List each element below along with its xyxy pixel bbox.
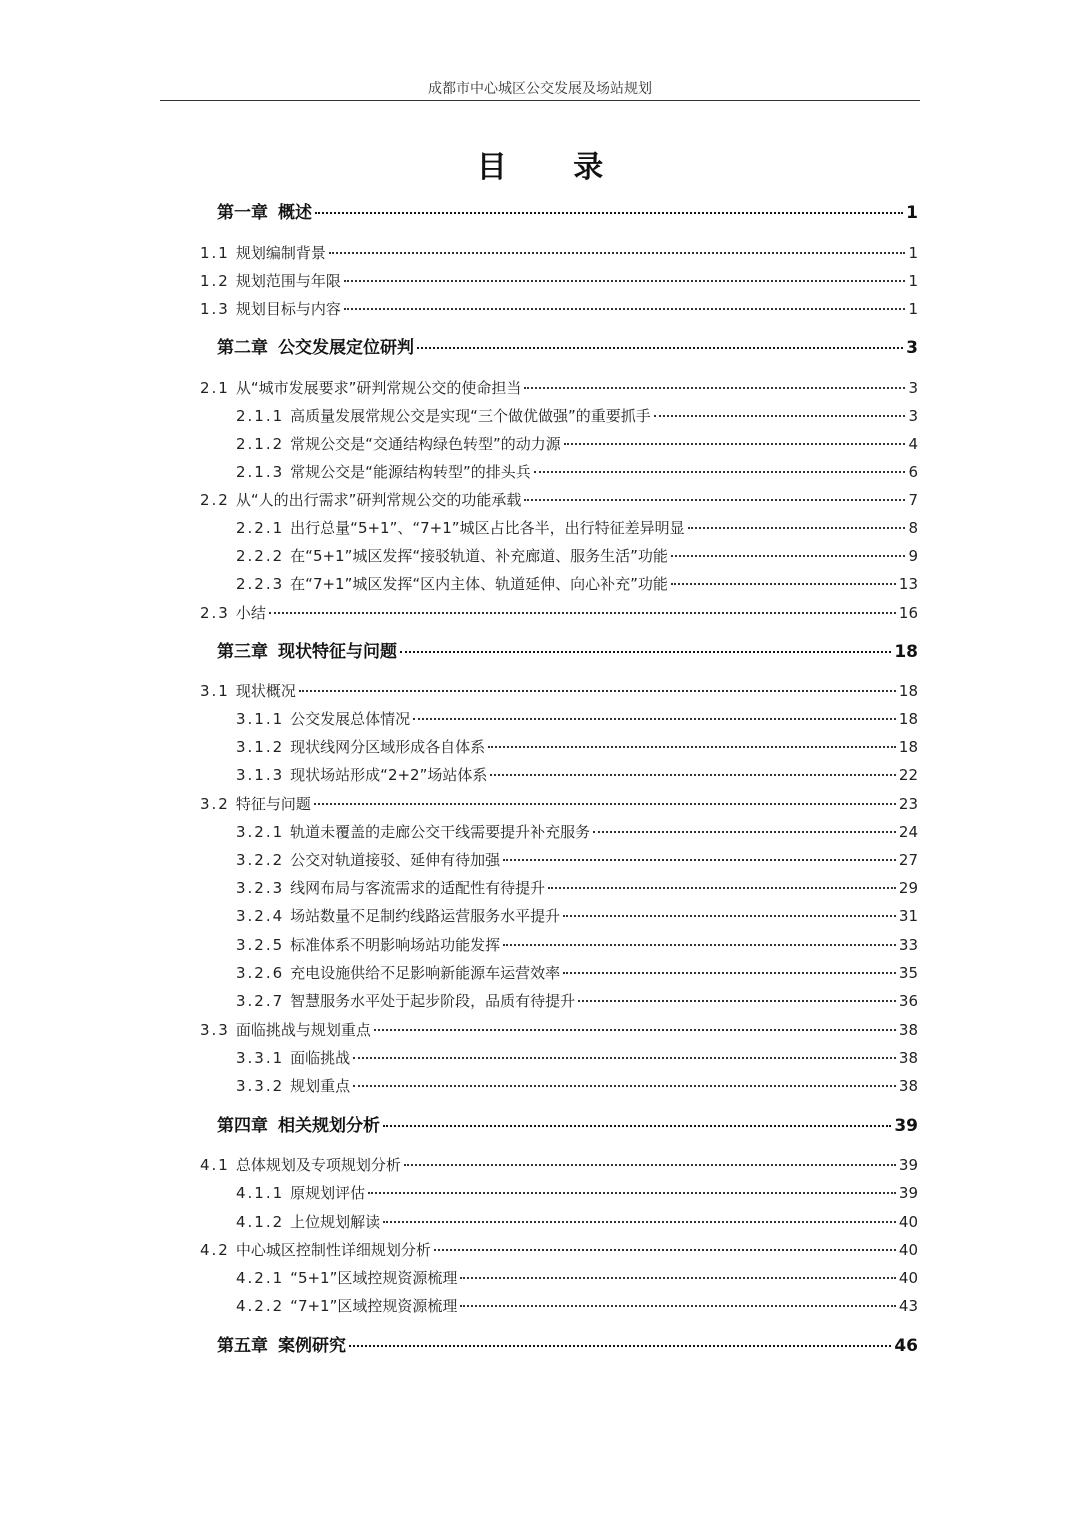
toc-number: 4.2.1 (236, 1269, 285, 1287)
dot-leader (593, 831, 896, 833)
toc-text: 智慧服务水平处于起步阶段，品质有待提升 (290, 992, 576, 1010)
toc-section-4-1-2[interactable] (236, 1211, 918, 1233)
dot-leader (578, 1000, 896, 1002)
toc-number: 4.1 (200, 1156, 230, 1174)
toc-section-1-2[interactable] (200, 270, 918, 292)
toc-section-3-2-3[interactable] (236, 877, 918, 899)
dot-leader (563, 972, 896, 974)
toc-text: 总体规划及专项规划分析 (235, 1156, 401, 1174)
toc-number: 3.2.4 (236, 907, 285, 925)
toc-text: “7+1”区域控规资源梳理 (290, 1297, 458, 1315)
toc-number: 3.2.2 (236, 851, 285, 869)
toc-chapter-2[interactable] (217, 337, 918, 359)
toc-text: 原规划评估 (290, 1184, 366, 1202)
dot-leader (564, 443, 906, 445)
toc-section-3-2-4[interactable] (236, 905, 918, 927)
toc-number: 3.2.3 (236, 879, 285, 897)
toc-page-number: 29 (898, 879, 918, 897)
toc-text: 现状特征与问题 (278, 642, 397, 662)
toc-page-number: 38 (898, 1077, 918, 1095)
toc-page-number: 18 (898, 738, 918, 756)
toc-number: 3.3.1 (236, 1049, 285, 1067)
toc-section-3-2-1[interactable] (236, 821, 918, 843)
toc-chapter-5[interactable] (217, 1335, 918, 1357)
dot-leader (374, 1029, 896, 1031)
toc-page-number: 1 (906, 203, 918, 223)
toc-page-number: 8 (908, 519, 918, 537)
toc-text: 在“7+1”城区发挥“区内主体、轨道延伸、向心补充”功能 (290, 575, 668, 593)
toc-number: 2.3 (200, 604, 230, 622)
toc-text: 高质量发展常规公交是实现“三个做优做强”的重要抓手 (290, 407, 651, 425)
toc-number: 第一章 (217, 203, 268, 223)
toc-page-number: 27 (898, 851, 918, 869)
toc-number: 2.2.1 (236, 519, 285, 537)
toc-section-1-1[interactable] (200, 242, 918, 264)
toc-text: 现状线网分区域形成各自体系 (290, 738, 486, 756)
toc-page-number: 18 (894, 642, 918, 662)
dot-leader (299, 690, 896, 692)
toc-number: 2.1.2 (236, 435, 285, 453)
toc-page-number: 38 (898, 1021, 918, 1039)
toc-number: 3.3.2 (236, 1077, 285, 1095)
toc-section-2-1-2[interactable] (236, 433, 918, 455)
toc-page-number: 38 (898, 1049, 918, 1067)
toc-text: 面临挑战 (290, 1049, 351, 1067)
toc-page-number: 23 (898, 795, 918, 813)
toc-section-4-1[interactable] (200, 1154, 918, 1176)
toc-page-number: 9 (908, 547, 918, 565)
toc-section-2-1-1[interactable] (236, 405, 918, 427)
dot-leader (349, 1345, 891, 1347)
toc-page-number: 16 (898, 604, 918, 622)
toc-page-number: 35 (898, 964, 918, 982)
dot-leader (404, 1164, 896, 1166)
dot-leader (460, 1277, 896, 1279)
toc-text: 现状场站形成“2+2”场站体系 (290, 766, 488, 784)
toc-text: 标准体系不明影响场站功能发挥 (290, 936, 501, 954)
toc-section-3-2-5[interactable] (236, 934, 918, 956)
toc-text: 上位规划解读 (290, 1213, 381, 1231)
toc-page-number: 13 (898, 575, 918, 593)
toc-page-number: 39 (894, 1116, 918, 1136)
toc-text: 常规公交是“交通结构绿色转型”的动力源 (290, 435, 561, 453)
dot-leader (490, 774, 896, 776)
toc-page-number: 24 (898, 823, 918, 841)
dot-leader (368, 1192, 896, 1194)
toc-number: 3.1 (200, 682, 230, 700)
toc-number: 3.2.1 (236, 823, 285, 841)
toc-section-2-2-3[interactable] (236, 573, 918, 595)
dot-leader (503, 944, 896, 946)
toc-page-number: 18 (898, 682, 918, 700)
toc-number: 2.2.2 (236, 547, 285, 565)
toc-section-1-3[interactable] (200, 298, 918, 320)
toc-number: 2.1.3 (236, 463, 285, 481)
toc-number: 1.2 (200, 272, 230, 290)
toc-text: 规划重点 (290, 1077, 351, 1095)
dot-leader (671, 555, 906, 557)
dot-leader (488, 746, 896, 748)
dot-leader (329, 252, 906, 254)
toc-section-2-1-3[interactable] (236, 461, 918, 483)
toc-number: 3.2.6 (236, 964, 285, 982)
toc-number: 3.2 (200, 795, 230, 813)
toc-text: 中心城区控制性详细规划分析 (235, 1241, 431, 1259)
toc-page-number: 39 (898, 1156, 918, 1174)
toc-page-number: 1 (908, 300, 918, 318)
toc-number: 2.1 (200, 379, 230, 397)
toc-number: 3.1.1 (236, 710, 285, 728)
toc-number: 4.1.2 (236, 1213, 285, 1231)
dot-leader (315, 212, 903, 214)
toc-page-number: 40 (898, 1213, 918, 1231)
toc-text: 在“5+1”城区发挥“接驳轨道、补充廊道、服务生活”功能 (290, 547, 668, 565)
toc-chapter-1[interactable] (217, 202, 918, 224)
toc-page-number: 4 (908, 435, 918, 453)
toc-text: 常规公交是“能源结构转型”的排头兵 (290, 463, 531, 481)
toc-number: 第四章 (217, 1116, 268, 1136)
toc-section-3-3-1[interactable] (236, 1047, 918, 1069)
dot-leader (671, 583, 896, 585)
toc-section-3-2-2[interactable] (236, 849, 918, 871)
toc-number: 1.1 (200, 244, 230, 262)
toc-text: 出行总量“5+1”、“7+1”城区占比各半，出行特征差异明显 (290, 519, 685, 537)
dot-leader (563, 915, 896, 917)
toc-section-3-1-2[interactable] (236, 736, 918, 758)
dot-leader (548, 887, 896, 889)
toc-page-number: 40 (898, 1269, 918, 1287)
toc-section-2-2-1[interactable] (236, 517, 918, 539)
toc-chapter-4[interactable] (217, 1115, 918, 1137)
toc-text: 场站数量不足制约线路运营服务水平提升 (290, 907, 561, 925)
toc-page-number: 22 (898, 766, 918, 784)
toc-number: 2.1.1 (236, 407, 285, 425)
toc-text: 规划范围与年限 (235, 272, 341, 290)
dot-leader (434, 1249, 896, 1251)
toc-text: 从“城市发展要求”研判常规公交的使命担当 (235, 379, 522, 397)
toc-section-3-3-2[interactable] (236, 1075, 918, 1097)
dot-leader (400, 651, 891, 653)
toc-text: 公交对轨道接驳、延伸有待加强 (290, 851, 501, 869)
dot-leader (383, 1221, 896, 1223)
toc-page-number: 18 (898, 710, 918, 728)
toc-page-number: 3 (906, 338, 918, 358)
toc-section-3-1-3[interactable] (236, 764, 918, 786)
toc-section-4-1-1[interactable] (236, 1182, 918, 1204)
toc-section-2-2-2[interactable] (236, 545, 918, 567)
toc-section-3-2-7[interactable] (236, 990, 918, 1012)
toc-text: 现状概况 (235, 682, 296, 700)
toc-page-number: 33 (898, 936, 918, 954)
dot-leader (654, 415, 906, 417)
dot-leader (417, 347, 903, 349)
dot-leader (503, 859, 896, 861)
toc-text: 公交发展总体情况 (290, 710, 411, 728)
toc-text: 案例研究 (278, 1336, 346, 1356)
toc-number: 4.1.1 (236, 1184, 285, 1202)
toc-page-number: 3 (908, 407, 918, 425)
toc-number: 1.3 (200, 300, 230, 318)
toc-section-3-2-6[interactable] (236, 962, 918, 984)
toc-number: 4.2.2 (236, 1297, 285, 1315)
dot-leader (524, 499, 905, 501)
toc-number: 3.2.7 (236, 992, 285, 1010)
toc-section-2-1[interactable] (200, 377, 918, 399)
toc-text: 从“人的出行需求”研判常规公交的功能承载 (235, 491, 522, 509)
toc-page-number: 7 (908, 491, 918, 509)
toc-section-3-1-1[interactable] (236, 708, 918, 730)
toc-section-3-2[interactable] (200, 793, 918, 815)
toc-number: 第二章 (217, 338, 268, 358)
dot-leader (383, 1125, 891, 1127)
toc-page-number: 39 (898, 1184, 918, 1202)
toc-page-number: 1 (908, 244, 918, 262)
toc-text: 线网布局与客流需求的适配性有待提升 (290, 879, 546, 897)
toc-text: 轨道未覆盖的走廊公交干线需要提升补充服务 (290, 823, 591, 841)
toc-number: 第三章 (217, 642, 268, 662)
dot-leader (353, 1057, 896, 1059)
dot-leader (353, 1085, 896, 1087)
toc-number: 3.1.3 (236, 766, 285, 784)
toc-page-number: 6 (908, 463, 918, 481)
toc-title: 目 录 (476, 150, 632, 185)
dot-leader (269, 612, 896, 614)
toc-chapter-3[interactable] (217, 641, 918, 663)
toc-text: 规划编制背景 (235, 244, 326, 262)
toc-page-number: 31 (898, 907, 918, 925)
toc-number: 3.1.2 (236, 738, 285, 756)
toc-section-2-2[interactable] (200, 489, 918, 511)
dot-leader (524, 387, 905, 389)
dot-leader (413, 718, 896, 720)
toc-text: 概述 (278, 203, 312, 223)
toc-text: “5+1”区域控规资源梳理 (290, 1269, 458, 1287)
running-header: 成都市中心城区公交发展及场站规划 (428, 81, 652, 97)
toc-page-number: 43 (898, 1297, 918, 1315)
dot-leader (534, 471, 906, 473)
toc-section-3-3[interactable] (200, 1019, 918, 1041)
toc-text: 充电设施供给不足影响新能源车运营效率 (290, 964, 561, 982)
toc-number: 2.2 (200, 491, 230, 509)
toc-text: 小结 (235, 604, 266, 622)
toc-number: 3.2.5 (236, 936, 285, 954)
toc-number: 4.2 (200, 1241, 230, 1259)
dot-leader (344, 308, 906, 310)
toc-section-3-1[interactable] (200, 680, 918, 702)
toc-page-number: 1 (908, 272, 918, 290)
toc-page-number: 3 (908, 379, 918, 397)
toc-section-4-2-2[interactable] (236, 1295, 918, 1317)
toc-number: 2.2.3 (236, 575, 285, 593)
toc-number: 3.3 (200, 1021, 230, 1039)
toc-number: 第五章 (217, 1336, 268, 1356)
toc-text: 相关规划分析 (278, 1116, 380, 1136)
toc-text: 面临挑战与规划重点 (235, 1021, 371, 1039)
toc-page-number: 46 (894, 1336, 918, 1356)
dot-leader (314, 803, 896, 805)
toc-text: 规划目标与内容 (235, 300, 341, 318)
toc-page-number: 36 (898, 992, 918, 1010)
dot-leader (344, 280, 906, 282)
toc-text: 公交发展定位研判 (278, 338, 414, 358)
toc-text: 特征与问题 (235, 795, 311, 813)
toc-page-number: 40 (898, 1241, 918, 1259)
toc-section-2-3[interactable] (200, 602, 918, 624)
toc-section-4-2[interactable] (200, 1239, 918, 1261)
toc-section-4-2-1[interactable] (236, 1267, 918, 1289)
dot-leader (460, 1305, 896, 1307)
dot-leader (688, 527, 906, 529)
